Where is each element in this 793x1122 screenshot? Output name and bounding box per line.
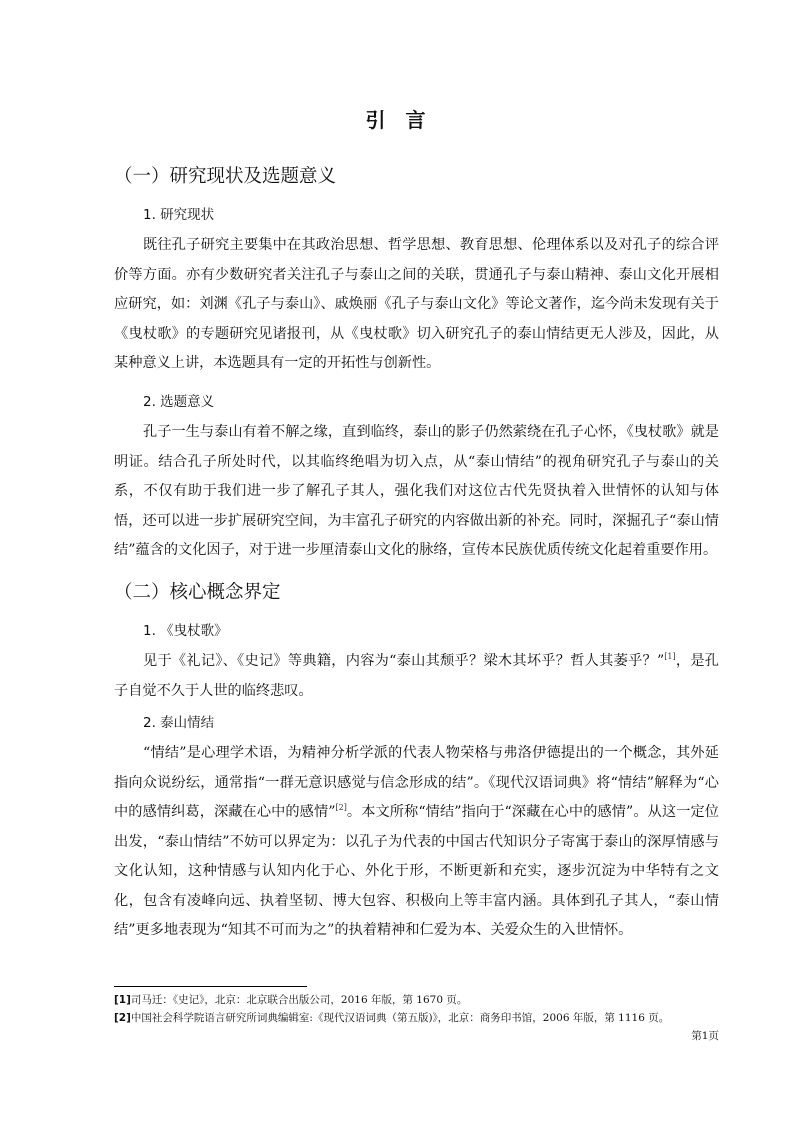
paragraph-text: 。本文所称“情结”指向于“深藏在心中的感情”。从这一定位出发，“泰山情结”不妨可以界定为：以孔子为代表的中国古代知识分子寄寓于泰山的深厚情感与文化认知，这种情感与认知内化于心、外化于形，不断更新和充实，逐步沉淀为中华特有之文化，包含有凌峰向远、执着坚韧、博大包容、积极向上等丰富内涵。具体到孔子其人，“泰山情结”更多地表现为“知其不可而为之”的执着精神和仁爱为本、关爱众生的入世情怀。 [114,804,719,938]
title-char-1: 引 [365,108,388,132]
title-char-2: 言 [405,108,428,132]
paragraph-research-status: 既往孔子研究主要集中在其政治思想、哲学思想、教育思想、伦理体系以及对孔子的综合评价等方面。亦有少数研究者关注孔子与泰山之间的关联，贯通孔子与泰山精神、泰山文化开展相应研究，如：刘渊《孔子与泰山》、戚焕丽《孔子与泰山文化》等论文著作，迄今尚未发现有关于《曳杖歌》的专题研究见诸报刊，从《曳杖歌》切入研究孔子的泰山情结更无人涉及，因此，从某种意义上讲，本选题具有一定的开拓性与创新性。 [114,237,719,371]
page-title [0,104,793,133]
paragraph-text: ，是孔子自觉不久于人世的临终悲叹。 [114,653,719,699]
footnote-1 [114,993,467,1008]
footnote-ref-2[interactable]: [2] [335,803,347,812]
subheading-research-status: 1. 研究现状 [143,207,215,223]
subheading-yezhang-ge: 1. 《曳杖歌》 [143,623,228,639]
subheading-taishan-complex: 2. 泰山情结 [143,715,215,731]
section-heading-2: （二）核心概念界定 [114,582,281,603]
subheading-topic-significance: 2. 选题意义 [143,394,215,410]
footnote-ref-1[interactable]: [1] [664,652,676,661]
footnote-2 [114,1011,669,1026]
paragraph-text: “情结”是心理学术语，为精神分析学派的代表人物荣格与弗洛伊德提出的一个概念，其外延指向众说纷纭，通常指“一群无意识感觉与信念形成的结”。《现代汉语词典》将“情结”解释为“心中的感情纠葛，深藏在心中的感情” [114,745,719,820]
page-number: 第1页 [691,1030,719,1042]
paragraph-topic-significance: 孔子一生与泰山有着不解之缘，直到临终，泰山的影子仍然萦绕在孔子心怀，《曳杖歌》就是明证。结合孔子所处时代，以其临终绝唱为切入点，从“泰山情结”的视角研究孔子与泰山的关系，不仅有助于我们进一步了解孔子其人，强化我们对这位古代先贤执着入世情怀的认知与体悟，还可以进一步扩展研究空间，为丰富孔子研究的内容做出新的补充。同时，深掘孔子“泰山情结”蕴含的文化因子，对于进一步厘清泰山文化的脉络，宣传本民族优质传统文化起着重要作用。 [114,424,719,558]
footnote-number: [1] [114,994,131,1006]
footnote-text: 中国社会科学院语言研究所词典编辑室:《现代汉语词典（第五版)》，北京：商务印书馆，2006 年版，第 1116 页。 [130,1012,670,1024]
footnote-text: 司马迁：《史记》，北京：北京联合出版公司，2016 年版，第 1670 页。 [130,994,468,1006]
section-heading-1: （一）研究现状及选题意义 [114,166,337,187]
footnote-divider [114,986,307,987]
footnote-number: [2] [114,1012,131,1024]
paragraph-text: 见于《礼记》、《史记》等典籍，内容为“泰山其颓乎？梁木其坏乎？哲人其萎乎？” [143,653,665,669]
paragraph-yezhang-ge [114,647,719,706]
paragraph-taishan-complex [114,739,719,946]
